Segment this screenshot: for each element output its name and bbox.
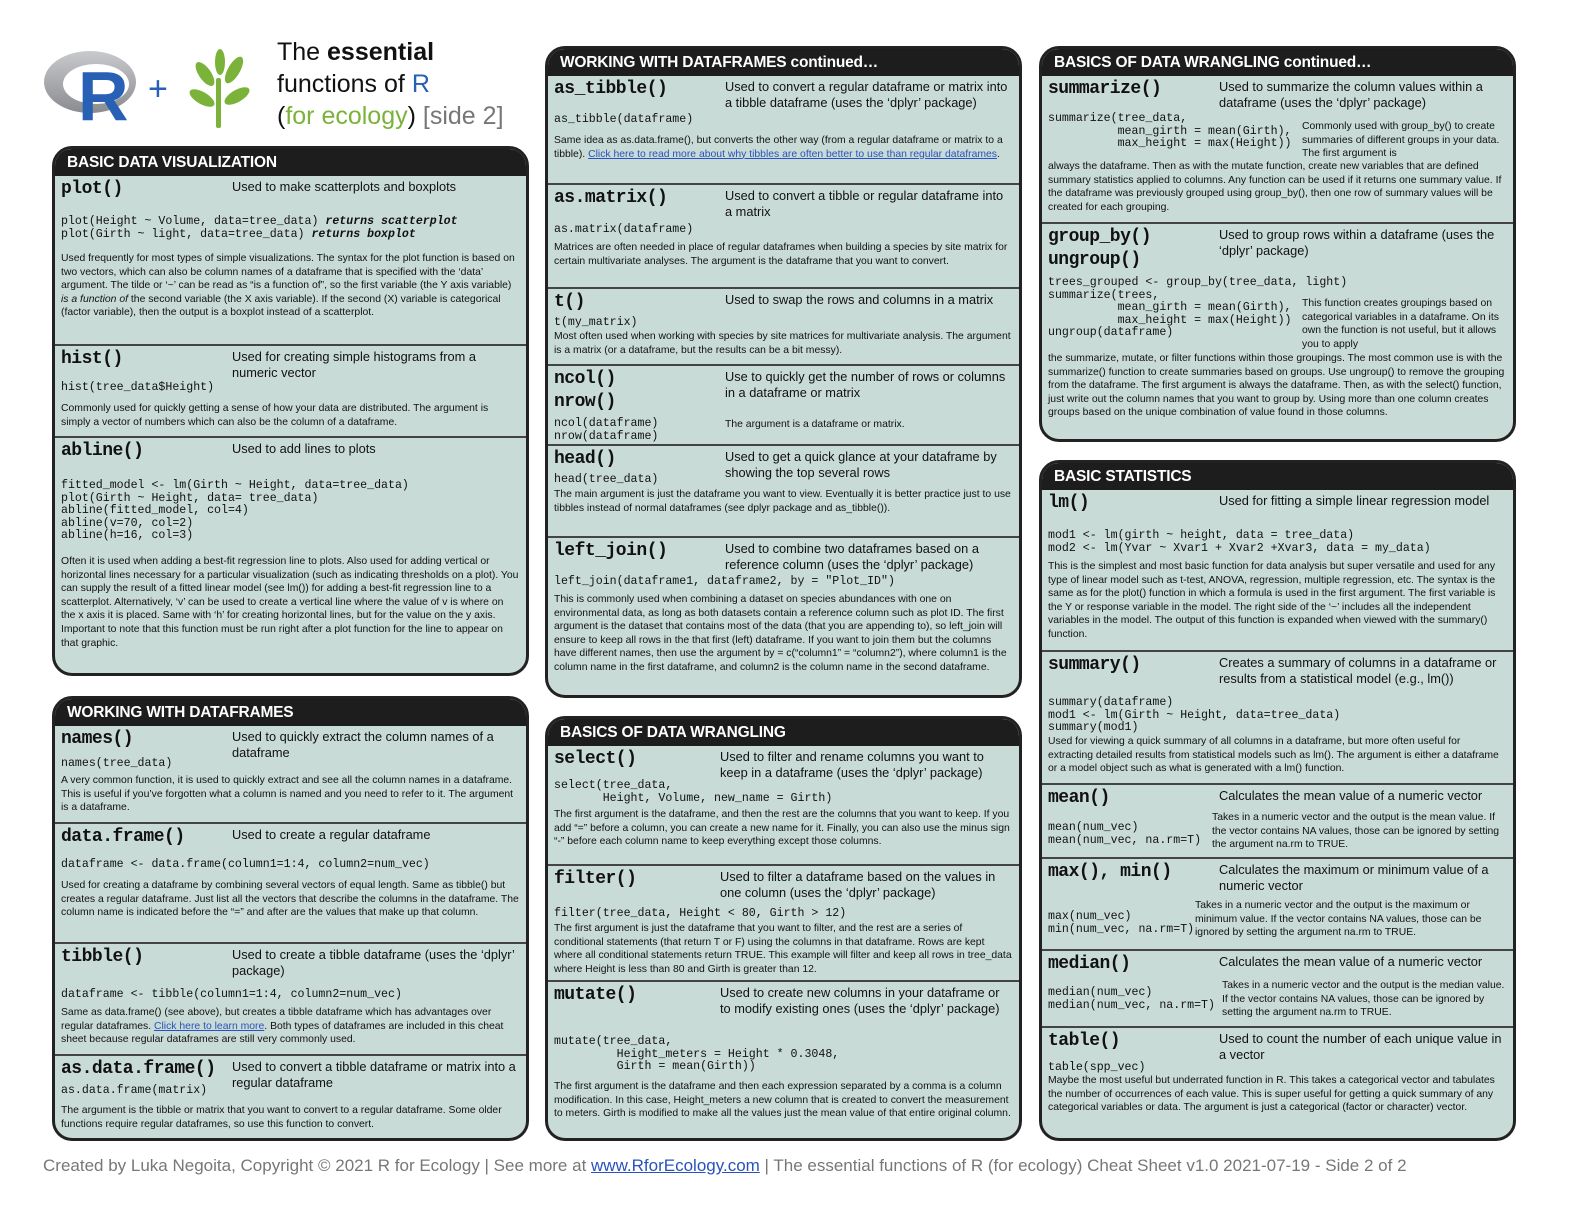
plant-icon [187,49,252,128]
section-select [548,746,1019,864]
function-long-desc: A very common function, it is used to quickly extract and see all the column names in a dataframe. This is useful if you’ve forgotten what a column is named and you need to refer to it. The argument is a dataframe. [61,775,514,814]
function-side-desc: Takes in a numeric vector and the output is the mean value. If the vector contains NA values, those can be ignored by setting the argument na.rm to TRUE. [1212,812,1500,851]
section-median [1042,949,1513,1026]
section-lm [1042,490,1513,650]
function-side-desc: The argument is a dataframe or matrix. [725,419,905,430]
section-ncol-nrow [548,364,1019,444]
function-name: group_by() [1048,227,1152,247]
function-short-desc: Used for creating simple histograms from a numeric vector [232,349,476,380]
section-as-data-frame [55,1054,526,1141]
function-long-desc: Same as data.frame() (see above), but creates a tibble dataframe which has advantages over regular dataframes. Click here to learn more. Both types of dataframes are included in this cheat sheet because regular dataframes are still very commonly used. [61,1007,504,1046]
section-head [548,444,1019,536]
code-example: table(spp_vec) [1048,1061,1146,1074]
section-mean [1042,783,1513,857]
function-long-desc: This is commonly used when combining a dataset on species abundances with one on environmental data, as long as both datasets contain a reference column such as plot ID. The first argument is the dataset that contains most of the data (that you are appending to), so left_join will ensure to keep all rows in the that first (left) dataframe. If you want to join them but the columns have different names, then use the argument by = c(“column1” = “column2”), where column1 is the column name in the first dataframe, and column2 is the column name in the second dataframe. [554,594,1007,673]
code-example: fitted_model <- lm(Girth ~ Height, data=tree_data) plot(Girth ~ Height, data= tree_data) abline(fitted_model, col=4) abline(v=70, col=2) abline(h=16, col=3) [61,479,409,542]
function-long-desc: This is the simplest and most basic function for data analysis but super versatile and used for any type of linear model such as t-test, ANOVA, regression, multiple regression, etc. The syntax is the same as for the plot() function in which a formula is used in the first argument. The first variable is the Y or response variable in the model. The right side of the ‘~’ includes all the independent variables in the model. The output of this function is expanded when viewed with the summary() function. [1048,561,1496,640]
function-long-desc: Used frequently for most types of simple visualizations. The syntax for the plot function is based on two vectors, which can also be column names of a dataframe that is specified with the ‘data’ argument. The tilde or ‘~’ can be read as “is a function of”, so the first variable (the Y axis variable) is a function of the second variable (the X axis variable). If the second (X) variable is categorical (factor variable), then the output is a boxplot instead of a scatterplot. [61,253,515,319]
function-name: head() [554,449,616,469]
panel-basic-data-visualization [52,146,529,676]
panel-basics-of-data-wrangling [545,716,1022,1141]
section-plot [55,176,526,344]
function-name: tibble() [61,947,144,967]
function-name: median() [1048,954,1131,974]
function-long-desc: Most often used when working with species by site matrices for multivariate analysis. The argument is a matrix (or a dataframe, but the results can be a bit messy). [554,331,1011,356]
function-side-desc: Commonly used with group_by() to create summaries of different groups in your data. The first argument is [1302,121,1500,160]
footer [43,1156,1407,1176]
plus-sign: + [148,70,168,108]
code-example: as_tibble(dataframe) [554,113,694,126]
section-as-tibble [548,76,1019,183]
function-name: mutate() [554,985,637,1005]
function-name: abline() [61,441,144,461]
function-name: lm() [1048,493,1090,513]
code-example: t(my_matrix) [554,316,638,329]
panel-heading: BASICS OF DATA WRANGLING continued… [1042,49,1513,76]
section-left-join [548,536,1019,698]
section-group-by [1042,222,1513,442]
learn-more-link[interactable]: Click here to learn more [153,1020,265,1032]
function-long-desc: always the dataframe. Then as with the mutate function, create new variables that are defined summary statistics applied to columns. Any function can be used if it returns one summary value. If the dataframe was previously grouped using group_by(), then one row of summary values will be created for each grouping. [1048,161,1502,213]
panel-basics-of-data-wrangling-continued [1039,46,1516,442]
function-name-2: nrow() [554,392,616,412]
code-example: dataframe <- data.frame(column1=1:4, column2=num_vec) [61,858,430,871]
code-example: max(num_vec) min(num_vec, na.rm=T) [1048,910,1195,936]
footer-version: | The essential functions of R (for ecology) Cheat Sheet v1.0 2021-07-19 - Side 2 of 2 [764,1156,1407,1175]
footer-credit: Created by Luka Negoita, Copyright © 2021 R for Ecology [43,1156,485,1175]
section-mutate [548,980,1019,1141]
function-name-2: ungroup() [1048,250,1141,270]
logo [40,40,280,140]
function-long-desc: The first argument is the dataframe, and then the rest are the columns that you want to keep. If you add “=” before a column, you can create a new name for it. Finally, you can also use the minus sign “-” before each column name to keep everything except those columns. [554,809,1010,848]
function-name: mean() [1048,788,1110,808]
function-long-desc: The first argument is just the dataframe that you want to filter, and the rest are a series of conditional statements (that return T or F) using the columns in that dataframe. Rows are kept where all conditional statements return TRUE. This example will filter and keep all rows in tree_data where Height is less than 80 and Girth is greater than 12. [554,923,1012,975]
function-short-desc: Use to quickly get the number of rows or columns in a dataframe or matrix [725,369,1006,400]
section-summarize [1042,76,1513,222]
function-short-desc: Used for fitting a simple linear regression model [1219,493,1490,508]
code-example: summary(dataframe) mod1 <- lm(Girth ~ Height, data=tree_data) summary(mod1) [1048,696,1341,734]
function-name: ncol() [554,369,616,389]
function-long-desc: Often it is used when adding a best-fit regression line to plots. Also used for adding vertical or horizontal lines necessary for a particular visualization (such as indicating thresholds on a plot). You can supply the result of a fitted linear model (see lm()) for adding a best-fit regression line to a scatterplot. Alternatively, ‘v’ can be used to create a vertical line where the value of v is where on the x axis it is placed. Same with ‘h’ for creating horizontal lines, but for the value on the y axis. Important to note that this function must be run right after a plot function for the line to appear on that graphic. [61,556,519,649]
code-example: mean(num_vec) mean(num_vec, na.rm=T) [1048,821,1202,847]
function-long-desc: Matrices are often needed in place of regular dataframes when building a species by site matrix for certain multivariate analyses. The argument is the dataframe that you want to convert. [554,242,1008,267]
section-abline [55,436,526,676]
section-table [1042,1026,1513,1141]
function-name: filter() [554,869,637,889]
function-short-desc: Used to filter and rename columns you want to keep in a dataframe (uses the ‘dplyr’ package) [720,749,984,780]
section-max-min [1042,857,1513,949]
function-side-desc: Takes in a numeric vector and the output is the maximum or minimum value. If the vector contains NA values, those can be ignored by setting the argument na.rm to TRUE. [1195,900,1482,939]
code-example: median(num_vec) median(num_vec, na.rm=T) [1048,986,1215,1012]
function-name: as_tibble() [554,79,668,99]
page-title: The essential functions of R (for ecology) [side 2] [277,38,504,130]
function-short-desc: Used to swap the rows and columns in a matrix [725,292,994,307]
code-example: left_join(dataframe1, dataframe2, by = "Plot_ID") [554,575,895,588]
function-name: as.matrix() [554,188,668,208]
function-short-desc: Used to add lines to plots [232,441,376,456]
function-long-desc: Used for creating a dataframe by combining several vectors of equal length. Same as tibble() but creates a regular dataframe. Just list all the vectors that describe the columns in the dataframe. The column name is indicated before the “=” and after are the values that make up that column. [61,880,519,919]
code-example: mutate(tree_data, Height_meters = Height * 0.3048, Girth = mean(Girth)) [554,1035,840,1073]
panel-heading: BASIC STATISTICS [1042,463,1513,490]
function-long-desc: Maybe the most useful but underrated function in R. This takes a categorical vector and tabulates the number of occurrences of each value. This is super useful for getting a quick summary of any categorical variables or data. The argument is just a categorical (factor or character) vector. [1048,1075,1495,1114]
panel-working-with-dataframes [52,696,529,1141]
panel-heading: WORKING WITH DATAFRAMES [55,699,526,726]
section-filter [548,864,1019,980]
function-side-desc: Takes in a numeric vector and the output is the median value. If the vector contains NA values, those can be ignored by setting the argument na.rm to TRUE. [1222,980,1505,1019]
function-short-desc: Creates a summary of columns in a dataframe or results from a statistical model (e.g., lm()) [1219,655,1497,686]
function-name: names() [61,729,134,749]
code-example: summarize(tree_data, mean_girth = mean(Girth), max_height = max(Height)) [1048,112,1292,150]
code-example: trees_grouped <- group_by(tree_data, light) summarize(trees, mean_girth = mean(Girth), max_height = max(Height)) ungroup(dataframe) [1048,276,1348,339]
function-short-desc: Used to summarize the column values within a dataframe (uses the ‘dplyr’ package) [1219,79,1483,110]
function-short-desc: Used to create a tibble dataframe (uses the ‘dplyr’ package) [232,947,515,978]
function-name: plot() [61,179,123,199]
tibbles-link[interactable]: Click here to read more about why tibbles are often better to use than regular dataframes [588,148,998,160]
code-example: head(tree_data) [554,473,659,486]
function-name: t() [554,292,585,312]
code-example: as.data.frame(matrix) [61,1084,208,1097]
section-hist [55,344,526,436]
function-name: select() [554,749,637,769]
panel-working-with-dataframes-continued [545,46,1022,698]
function-long-desc: the summarize, mutate, or filter functions within those groupings. The most common use is with the summarize() function to create summaries based on groups. Use ungroup() to remove the grouping from the dataframe. The first argument is always the dataframe. Then, as with the select() function, just write out the column names that you want to group by. Using more than one column creates groups based on the unique combination of value found in those columns. [1048,353,1505,419]
function-short-desc: Used to make scatterplots and boxplots [232,179,457,194]
section-as-matrix [548,183,1019,287]
section-t [548,287,1019,364]
code-example: ncol(dataframe) nrow(dataframe) [554,417,659,443]
section-summary [1042,650,1513,783]
function-long-desc: Same idea as as.data.frame(), but converts the other way (from a regular dataframe or matrix to a tibble). Click here to read more about why tibbles are often better to use than regular dataframes. [554,135,1003,160]
function-name: max(), min() [1048,862,1172,882]
function-short-desc: Used to quickly extract the column names of a dataframe [232,729,494,760]
section-tibble [55,942,526,1054]
function-name: data.frame() [61,827,185,847]
code-example: select(tree_data, Height, Volume, new_name = Girth) [554,779,833,805]
function-name: left_join() [554,541,668,561]
panel-basic-statistics [1039,460,1516,1141]
r-logo-letter: R [78,57,129,135]
function-long-desc: Commonly used for quickly getting a sense of how your data are distributed. The argument is simply a vector of numbers which can also be the column of a dataframe. [61,403,489,428]
function-short-desc: Calculates the maximum or minimum value of a numeric vector [1219,862,1489,893]
function-short-desc: Used to combine two dataframes based on a reference column (uses the ‘dplyr’ package) [725,541,979,572]
function-short-desc: Used to get a quick glance at your dataframe by showing the top several rows [725,449,997,480]
function-short-desc: Calculates the mean value of a numeric vector [1219,788,1483,803]
panel-heading: BASIC DATA VISUALIZATION [55,149,526,176]
function-short-desc: Used to convert a tibble dataframe or matrix into a regular dataframe [232,1059,516,1090]
section-data-frame [55,822,526,942]
function-short-desc: Used to convert a tibble or regular dataframe into a matrix [725,188,1004,219]
function-short-desc: Used to group rows within a dataframe (uses the ‘dplyr’ package) [1219,227,1495,258]
code-example: as.matrix(dataframe) [554,223,694,236]
function-long-desc: The main argument is just the dataframe you want to view. Eventually it is better practice just to use tibbles instead of normal dataframes (see dplyr package and as_tibble()). [554,489,1011,514]
code-example: hist(tree_data$Height) [61,381,215,394]
code-example: names(tree_data) [61,757,173,770]
function-short-desc: Calculates the mean value of a numeric vector [1219,954,1483,969]
website-link[interactable]: www.RforEcology.com [591,1156,760,1175]
r-logo-icon [40,40,280,140]
code-example: filter(tree_data, Height < 80, Girth > 12) [554,907,847,920]
function-short-desc: Used to create new columns in your dataframe or to modify existing ones (uses the ‘dplyr’ package) [720,985,1000,1016]
panel-heading: BASICS OF DATA WRANGLING [548,719,1019,746]
function-short-desc: Used to create a regular dataframe [232,827,431,842]
panel-heading: WORKING WITH DATAFRAMES continued… [548,49,1019,76]
function-long-desc: The first argument is the dataframe and then each expression separated by a comma is a column modification. In this case, Height_meters a new column that is created to convert the measurement to meters. Girth is modified to make all the values just the mean value of that entire original column. [554,1081,1011,1120]
function-side-desc: This function creates groupings based on categorical variables in a dataframe. On its own the function is not useful, but it allows you to apply [1302,298,1499,350]
code-example: plot(Height ~ Volume, data=tree_data) returns scatterplot plot(Girth ~ light, data=tree_data) returns boxplot [61,215,458,241]
function-name: summary() [1048,655,1141,675]
code-example: mod1 <- lm(girth ~ height, data = tree_data) mod2 <- lm(Yvar ~ Xvar1 + Xvar2 +Xvar3, data = my_data) [1048,529,1431,555]
function-long-desc: Used for viewing a quick summary of all columns in a dataframe, but more often useful for extracting detailed results from statistical models such as lm(). The argument is either a dataframe or a model object such as what is generated with a lm() function. [1048,736,1499,775]
function-long-desc: The argument is the tibble or matrix that you want to convert to a regular dataframe. Some older functions require regular dataframes, so use this function to convert. [61,1105,502,1130]
footer-separator: | See more at [484,1156,592,1175]
function-name: as.data.frame() [61,1059,216,1079]
code-example: dataframe <- tibble(column1=1:4, column2=num_vec) [61,988,402,1001]
function-name: summarize() [1048,79,1162,99]
function-short-desc: Used to count the number of each unique value in a vector [1219,1031,1502,1062]
function-short-desc: Used to filter a dataframe based on the values in one column (uses the ‘dplyr’ package) [720,869,996,900]
section-names [55,726,526,822]
function-short-desc: Used to convert a regular dataframe or matrix into a tibble dataframe (uses the ‘dplyr’ package) [725,79,1008,110]
function-name: table() [1048,1031,1121,1051]
function-name: hist() [61,349,123,369]
